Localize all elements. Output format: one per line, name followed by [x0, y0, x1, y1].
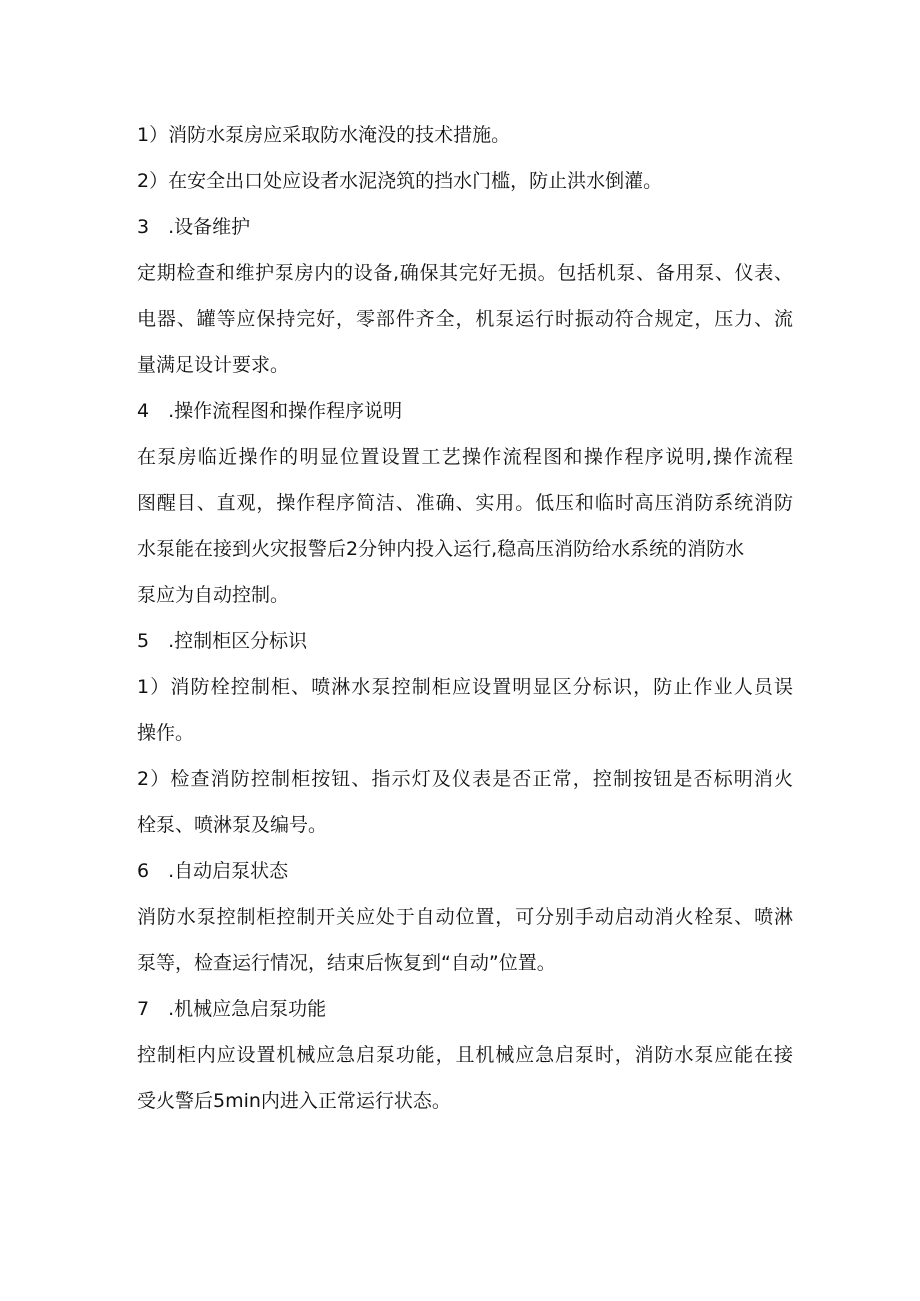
paragraph-line: 1）消防水泵房应采取防水淹没的技术措施。 [137, 124, 511, 146]
document-body [137, 112, 797, 1124]
section-heading: 3 .设备维护 [137, 216, 251, 238]
paragraph-line: 栓泵、喷淋泵及编号。 [137, 814, 328, 836]
paragraph-line: 在泵房临近操作的明显位置设置工艺操作流程图和操作程序说明,操作流程 [137, 446, 793, 468]
paragraph-line: 2）在安全出口处应设者水泥浇筑的挡水门槛，防止洪水倒灌。 [137, 170, 663, 192]
paragraph-line: 电器、罐等应保持完好，零部件齐全，机泵运行时振动符合规定，压力、流 [137, 308, 793, 330]
paragraph-line: 定期检查和维护泵房内的设备,确保其完好无损。包括机泵、备用泵、仪表、 [137, 262, 793, 284]
paragraph-line: 受火警后5min内进入正常运行状态。 [137, 1090, 451, 1112]
section-heading: 4 .操作流程图和操作程序说明 [137, 400, 403, 422]
section-heading: 6 .自动启泵状态 [137, 860, 289, 882]
paragraph-line: 水泵能在接到火灾报警后2分钟内投入运行,稳高压消防给水系统的消防水 [137, 538, 745, 560]
section-heading: 5 .控制柜区分标识 [137, 630, 308, 652]
paragraph-line: 泵应为自动控制。 [137, 584, 290, 606]
section-heading: 7 .机械应急启泵功能 [137, 998, 327, 1020]
paragraph-line: 图醒目、直观，操作程序简洁、准确、实用。低压和临时高压消防系统消防 [137, 492, 793, 514]
paragraph-line: 操作。 [137, 722, 195, 744]
paragraph-line: 控制柜内应设置机械应急启泵功能，且机械应急启泵时，消防水泵应能在接 [137, 1044, 793, 1066]
paragraph-line: 消防水泵控制柜控制开关应处于自动位置，可分别手动启动消火栓泵、喷淋 [137, 906, 793, 928]
paragraph-line: 1）消防栓控制柜、喷淋水泵控制柜应设置明显区分标识，防止作业人员误 [137, 676, 793, 698]
paragraph-line: 2）检查消防控制柜按钮、指示灯及仪表是否正常，控制按钮是否标明消火 [137, 768, 793, 790]
paragraph-line: 泵等，检查运行情况，结束后恢复到“自动”位置。 [137, 952, 556, 974]
paragraph-line: 量满足设计要求。 [137, 354, 290, 376]
